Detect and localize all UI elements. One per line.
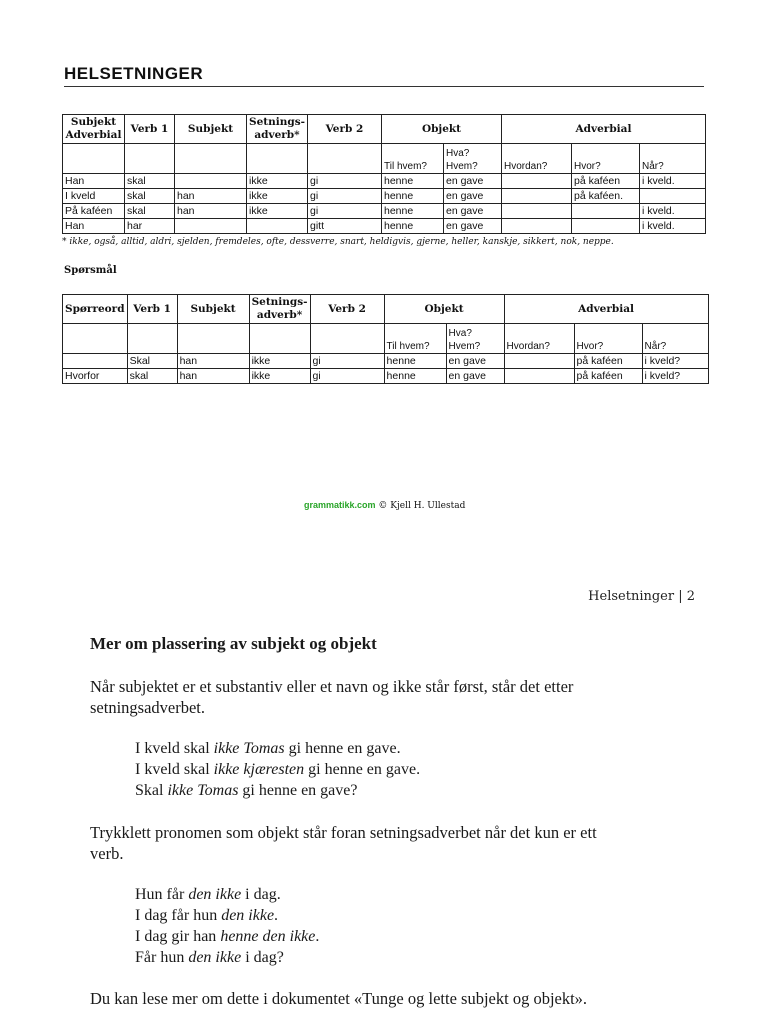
table-row — [63, 219, 706, 234]
header-setningsadverb: Setnings- adverb* — [249, 295, 310, 324]
credit-line — [304, 500, 465, 511]
page-title: HELSETNINGER — [64, 64, 204, 83]
header-sporreord: Spørreord — [63, 295, 128, 324]
header-objekt: Objekt — [381, 115, 501, 144]
example-line: Hun får den ikke i dag. — [135, 886, 281, 903]
table-cell: på kaféen — [571, 174, 639, 189]
table-cell: i kveld? — [642, 369, 708, 384]
table-cell: gitt — [307, 219, 381, 234]
table-cell — [175, 174, 247, 189]
table-cell — [571, 204, 639, 219]
table-cell: han — [175, 189, 247, 204]
table-cell: på kaféen — [574, 354, 642, 369]
header-setningsadverb: Setnings- adverb* — [247, 115, 308, 144]
table-row — [63, 189, 706, 204]
table-cell: På kaféen — [63, 204, 125, 219]
header-verb2: Verb 2 — [307, 115, 381, 144]
table-cell: i kveld. — [639, 219, 705, 234]
header-adverbial: Adverbial — [501, 115, 705, 144]
table-cell: gi — [310, 354, 384, 369]
header-row — [63, 295, 709, 324]
section-heading: Mer om plassering av subjekt og objekt — [90, 634, 377, 653]
table-cell: ikke — [247, 174, 308, 189]
table-cell: I kveld — [63, 189, 125, 204]
brand-link[interactable]: grammatikk.com — [304, 500, 376, 510]
paragraph-1: Når subjektet er et substantiv eller et navn og ikke står først, står det etter setningsadverbet. — [90, 677, 574, 717]
table-cell — [639, 189, 705, 204]
table-cell — [501, 174, 571, 189]
table-cell: Hvorfor — [63, 369, 128, 384]
table-cell: på kaféen — [574, 369, 642, 384]
table-cell: i kveld? — [642, 354, 708, 369]
header-verb1: Verb 1 — [125, 115, 175, 144]
table-cell — [175, 219, 247, 234]
table-cell: har — [125, 219, 175, 234]
table-cell — [571, 219, 639, 234]
table-cell — [504, 369, 574, 384]
paragraph-3: Du kan lese mer om dette i dokumentet «Tunge og lette subjekt og objekt». — [90, 989, 588, 1008]
table-cell: på kaféen. — [571, 189, 639, 204]
table-cell — [501, 219, 571, 234]
table-row — [63, 369, 709, 384]
table-cell: henne — [384, 369, 446, 384]
table-cell: en gave — [443, 174, 501, 189]
table-cell: han — [177, 354, 249, 369]
table-cell: han — [177, 369, 249, 384]
table-cell: i kveld. — [639, 204, 705, 219]
credit-author: © Kjell H. Ullestad — [378, 501, 466, 511]
table-cell: henne — [381, 204, 443, 219]
table-cell: skal — [125, 189, 175, 204]
table-cell: skal — [125, 204, 175, 219]
title-divider — [64, 86, 704, 87]
table-cell: henne — [381, 189, 443, 204]
table-cell — [247, 219, 308, 234]
example-list-2 — [135, 884, 319, 968]
statement-table — [62, 114, 706, 234]
table-cell — [63, 354, 128, 369]
table-cell: henne — [384, 354, 446, 369]
header-subjekt-adverbial: Subjekt Adverbial — [63, 115, 125, 144]
header-verb1: Verb 1 — [127, 295, 177, 324]
table-cell: i kveld. — [639, 174, 705, 189]
sub-hvor: Hvor? — [571, 144, 639, 174]
example-line: I kveld skal ikke Tomas gi henne en gave. — [135, 740, 401, 757]
sub-til-hvem: Til hvem? — [381, 144, 443, 174]
table-cell: en gave — [446, 354, 504, 369]
table-cell: en gave — [443, 219, 501, 234]
table-cell: ikke — [249, 369, 310, 384]
sub-hva-hvem: Hva? Hvem? — [443, 144, 501, 174]
table-cell — [501, 189, 571, 204]
sub-til-hvem: Til hvem? — [384, 324, 446, 354]
example-line: Skal ikke Tomas gi henne en gave? — [135, 782, 358, 799]
sub-hvor: Hvor? — [574, 324, 642, 354]
table-cell: en gave — [443, 189, 501, 204]
subheader-row — [63, 144, 706, 174]
table-cell: en gave — [446, 369, 504, 384]
subheader-row — [63, 324, 709, 354]
sub-hva-hvem: Hva? Hvem? — [446, 324, 504, 354]
table-cell: gi — [310, 369, 384, 384]
page-header: Helsetninger | 2 — [588, 589, 695, 604]
footnote: * ikke, også, alltid, aldri, sjelden, fremdeles, ofte, dessverre, snart, heldigvis, gjerne, heller, kanskje, sikkert, nok, neppe. — [62, 237, 614, 247]
table-cell: gi — [307, 174, 381, 189]
table-cell: ikke — [249, 354, 310, 369]
example-line: I kveld skal ikke kjæresten gi henne en gave. — [135, 761, 421, 778]
header-objekt: Objekt — [384, 295, 504, 324]
sub-hvordan: Hvordan? — [501, 144, 571, 174]
example-line: Får hun den ikke i dag? — [135, 949, 284, 966]
table-row — [63, 174, 706, 189]
table-cell: han — [175, 204, 247, 219]
header-row — [63, 115, 706, 144]
table-cell: Skal — [127, 354, 177, 369]
table-cell: skal — [127, 369, 177, 384]
sub-naar: Når? — [639, 144, 705, 174]
header-subjekt: Subjekt — [175, 115, 247, 144]
example-line: I dag får hun den ikke. — [135, 907, 279, 924]
table-cell: gi — [307, 189, 381, 204]
example-list-1 — [135, 738, 420, 801]
table-cell: gi — [307, 204, 381, 219]
paragraph-2: Trykklett pronomen som objekt står foran setningsadverbet når det kun er ett verb. — [90, 823, 597, 863]
table-cell: Han — [63, 219, 125, 234]
table-cell: skal — [125, 174, 175, 189]
table-row — [63, 204, 706, 219]
table-row — [63, 354, 709, 369]
table-cell — [501, 204, 571, 219]
questions-table — [62, 294, 709, 384]
sub-naar: Når? — [642, 324, 708, 354]
table-cell: henne — [381, 219, 443, 234]
table-cell: ikke — [247, 189, 308, 204]
table-cell: henne — [381, 174, 443, 189]
table-cell: en gave — [443, 204, 501, 219]
table-cell: Han — [63, 174, 125, 189]
table-cell: ikke — [247, 204, 308, 219]
header-adverbial: Adverbial — [504, 295, 708, 324]
questions-heading: Spørsmål — [64, 265, 117, 276]
sub-hvordan: Hvordan? — [504, 324, 574, 354]
header-verb2: Verb 2 — [310, 295, 384, 324]
header-subjekt: Subjekt — [177, 295, 249, 324]
table-cell — [504, 354, 574, 369]
example-line: I dag gir han henne den ikke. — [135, 928, 320, 945]
